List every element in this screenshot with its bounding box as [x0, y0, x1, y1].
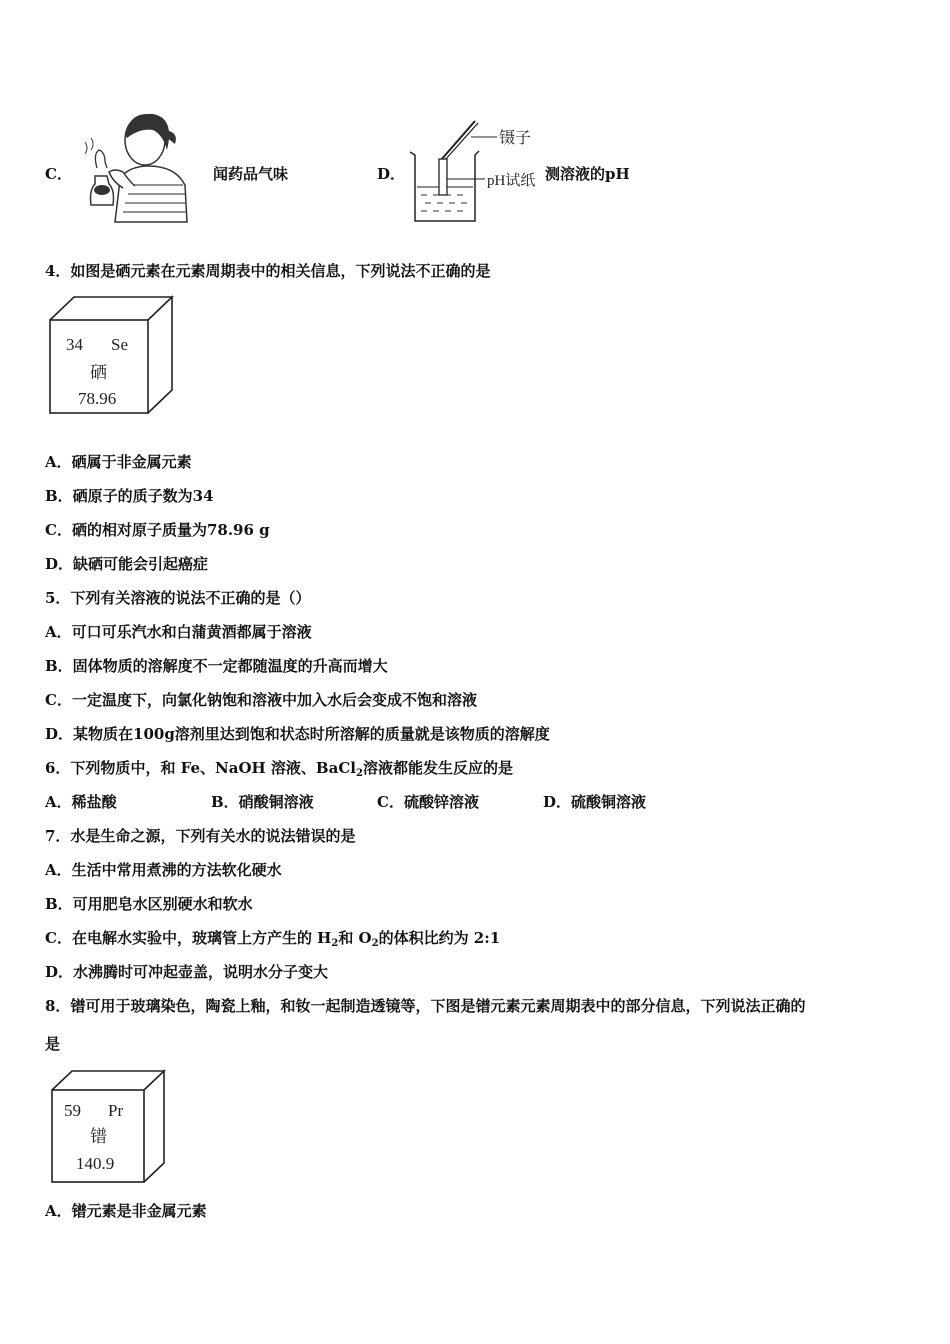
se-symbol: Se [111, 335, 128, 354]
q8-stem-line1: 8．镨可用于玻璃染色，陶瓷上釉，和钕一起制造透镜等，下图是镨元素元素周期表中的部分信息，下列说法正确的 [45, 997, 806, 1015]
q4-option-a: A．硒属于非金属元素 [45, 453, 192, 471]
se-atomic-mass: 78.96 [78, 389, 117, 408]
q6-option-a: A．稀盐酸 [45, 793, 117, 811]
q4-option-c: C．硒的相对原子质量为78.96 g [45, 521, 270, 539]
q5-option-c: C．一定温度下，向氯化钠饱和溶液中加入水后会变成不饱和溶液 [45, 691, 477, 709]
pr-atomic-number: 59 [64, 1101, 81, 1120]
q3-option-d-caption: 测溶液的pH [545, 165, 630, 183]
q4-stem: 4．如图是硒元素在元素周期表中的相关信息，下列说法不正确的是 [45, 262, 491, 280]
q4-option-b: B．硒原子的质子数为34 [45, 487, 214, 505]
pr-atomic-mass: 140.9 [76, 1154, 115, 1173]
q7-option-d: D．水沸腾时可冲起壶盖，说明水分子变大 [45, 963, 329, 981]
smelling-chemical-illustration [75, 110, 195, 225]
q5-option-a: A．可口可乐汽水和白蒲黄酒都属于溶液 [45, 623, 312, 641]
q7-stem: 7．水是生命之源，下列有关水的说法错误的是 [45, 827, 356, 845]
selenium-element-card [46, 294, 176, 418]
se-atomic-number: 34 [66, 335, 83, 354]
pr-symbol: Pr [108, 1101, 124, 1120]
q4-option-d: D．缺硒可能会引起癌症 [45, 555, 209, 573]
q3-option-c-letter: C． [45, 165, 72, 183]
q5-stem: 5．下列有关溶液的说法不正确的是（） [45, 589, 311, 607]
q3-option-c-caption: 闻药品气味 [213, 165, 289, 183]
q7-option-a: A．生活中常用煮沸的方法软化硬水 [45, 861, 282, 879]
ph-measurement-illustration [405, 115, 545, 225]
tweezers-label: 镊子 [499, 130, 532, 147]
q6-option-c: C．硫酸锌溶液 [377, 793, 479, 811]
q6-option-b: B．硝酸铜溶液 [211, 793, 314, 811]
q7-option-c: C．在电解水实验中，玻璃管上方产生的 $H_2$和 $O_2$的体积比约为 2:1 [45, 929, 501, 949]
q5-option-b: B．固体物质的溶解度不一定都随温度的升高而增大 [45, 657, 388, 675]
praseodymium-element-card [48, 1068, 168, 1188]
q8-option-a: A．镨元素是非金属元素 [45, 1202, 207, 1220]
q7-option-b: B．可用肥皂水区别硬水和软水 [45, 895, 253, 913]
q6-option-d: D．硫酸铜溶液 [543, 793, 647, 811]
q5-option-d: D．某物质在100g溶剂里达到饱和状态时所溶解的质量就是该物质的溶解度 [45, 725, 550, 743]
q6-stem: 6．下列物质中，和 Fe、NaOH 溶液、BaCl$_2$溶液都能发生反应的是 [45, 759, 513, 779]
q8-stem-line2: 是 [45, 1035, 61, 1053]
se-name: 硒 [90, 363, 107, 382]
ph-paper-label: pH试纸 [487, 173, 536, 189]
pr-name: 镨 [90, 1127, 107, 1146]
q3-option-d-letter: D． [377, 165, 406, 183]
